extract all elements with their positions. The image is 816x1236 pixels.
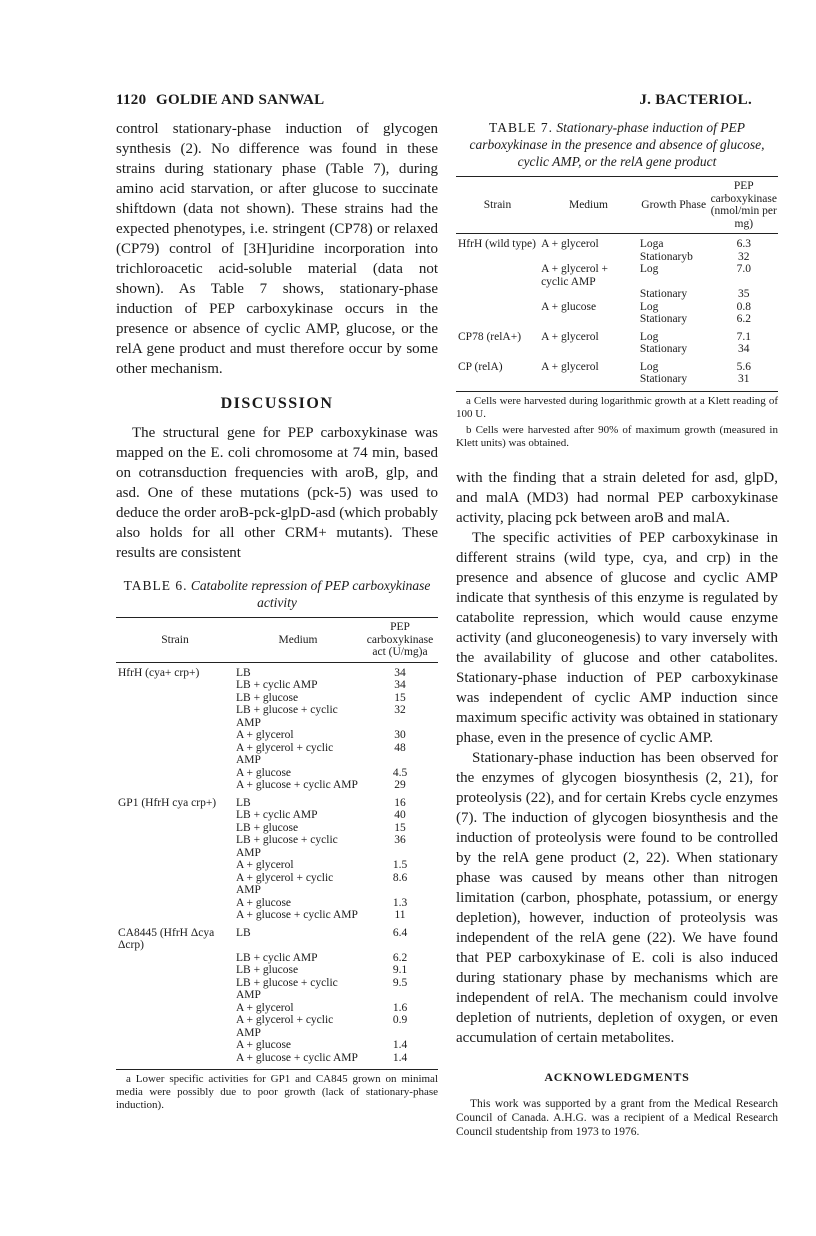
table-7-phase-cell: Log [639,263,659,275]
table-6-strain-cell [116,952,234,965]
table-7-value-cell: 7.0 [736,263,751,275]
table-6-caption [116,577,438,611]
left-column [116,119,438,1112]
discussion-paragraph-2: The specific activities of PEP carboxykinase in different strains (wild type, cya, and crp) in the presence and absence of glucose and cyclic AMP indicate that synthesis of this enzyme is regulated by catabolite repression, which would cause enzyme activity (and gluconeogenesis) to vary inversely with the availability of glucose and other catabolites. Stationary-phase induction of PEP carboxykinase was independent of cyclic AMP induction since maximum specific activity was obtained in stationary phase, even in the presence of cyclic AMP. [456,529,778,746]
table-6-medium-cell: A + glycerol [236,859,294,871]
table-7-value-cell: 0.8 [736,300,751,313]
page-number: 1120 [116,92,147,108]
table-7-value-cell: 5.6 [736,360,751,373]
table-6-medium-cell: A + glycerol + cyclic AMP [236,1014,334,1039]
table-7-value-cell: 32 [738,250,750,263]
table-7-medium-cell: A + glycerol [541,360,599,373]
table-6-value-cell: 36 [394,834,406,846]
table-6 [116,577,438,1112]
table-6-strain-cell [116,1039,234,1052]
table-row [116,729,438,742]
table-6-value-cell: 1.6 [392,1001,408,1014]
table-7-phase-cell: Log [639,330,659,343]
table-7-title: Stationary-phase induction of PEP carboxykinase in the presence and absence of glucose, cyclic AMP, or the relA gene product [469,120,765,169]
table-6-strain-cell [116,977,234,1002]
table-6-value-cell: 11 [394,909,406,921]
table-row [116,1002,438,1015]
table-7-phase-cell: Log [639,300,659,313]
table-6-strain-cell [116,1014,234,1039]
table-row [116,897,438,910]
table-6-value-cell: 40 [394,809,406,821]
table-row [456,251,778,264]
table-6-footnote: a Lower specific activities for GP1 and CA845 grown on minimal media were possibly due to poor growth (lack of stationary-phase induction). [116,1073,438,1111]
table-7-strain-cell [456,343,539,356]
table-row [456,301,778,314]
table-7-grid [456,176,778,392]
table-row [116,909,438,922]
table-6-medium-cell: A + glucose + cyclic AMP [234,1052,362,1070]
table-6-value-cell: 16 [394,796,406,809]
table-row [116,692,438,705]
table-6-value-cell: 15 [394,691,406,704]
results-paragraph-end: control stationary-phase induction of glycogen synthesis (2). No difference was found in these strains during stationary phase (Table 7), during amino acid starvation, or after glucose to succinate shiftdown (data not shown). These strains had the expected phenotypes, i.e. stringent (CP78) or relaxed (CP79) control of [3H]uridine incorporation into trichloroacetic acid-soluble material (data not shown). As Table 7 shows, stationary-phase induction of PEP carboxykinase occurs in the presence or absence of cyclic AMP, glucose, or the relA gene product and must therefore occur by some other mechanism. [116,121,438,377]
table-6-strain-cell [116,897,234,910]
table-7-medium-cell [539,373,638,391]
table-7-medium-cell: A + glycerol [541,330,599,343]
table-6-value-cell: 6.4 [392,926,408,939]
discussion-heading: DISCUSSION [220,395,334,412]
table-7-strain-cell [456,288,539,301]
table-row [456,263,778,288]
table-6-strain-cell [116,779,234,792]
table-6-medium-cell: A + glucose [236,896,292,909]
table-6-title: Catabolite repression of PEP carboxykinase activity [190,578,431,610]
table-7-strain-cell [456,263,539,288]
table-row [116,704,438,729]
table-7-header-phase: Growth Phase [638,177,710,234]
table-6-medium-cell: A + glycerol [236,1001,294,1014]
table-7-strain-cell [456,373,539,391]
discussion-paragraph-1: The structural gene for PEP carboxykinase was mapped on the E. coli chromosome at 74 min, based on cotransduction frequencies with aroB, glp, and asd. One of these mutations (pck-5) was used to deduce the order aroB-pck-glpD-asd (which probably also holds for all other CRM+ mutants). These results are consistent [116,425,438,561]
table-6-value-cell: 4.5 [392,766,408,779]
table-6-value-cell: 9.1 [392,964,408,976]
running-header [116,92,752,112]
table-7-caption [456,119,778,170]
table-7-strain-cell: CP (relA) [458,360,503,373]
table-row [116,779,438,792]
table-row [456,373,778,391]
table-6-strain-cell [116,909,234,922]
table-row [116,922,438,952]
table-7-footnote-a: a Cells were harvested during logarithmic growth at a Klett reading of 100 U. [456,394,778,420]
table-6-value-cell: 34 [394,666,406,679]
table-7-phase-cell: Stationary [639,313,688,325]
table-row [116,859,438,872]
table-7-medium-cell: A + glycerol [541,238,599,250]
table-7-strain-cell: CP78 (relA+) [458,330,522,343]
table-6-value-cell: 8.6 [392,871,408,884]
table-6-medium-cell: LB + cyclic AMP [236,809,318,821]
acknowledgments-text: This work was supported by a grant from the Medical Research Council of Canada. A.H.G. was a recipient of a Medical Research Council studentship from 1973 to 1976. [456,1097,778,1138]
table-7-value-cell: 6.2 [736,313,751,325]
table-row [456,234,778,251]
table-6-header-medium: Medium [234,618,362,663]
table-6-value-cell: 15 [394,821,406,834]
table-6-medium-cell: A + glucose [236,766,292,779]
table-row [116,1014,438,1039]
table-7-header-medium: Medium [539,177,638,234]
table-7-medium-cell: A + glycerol + cyclic AMP [541,263,609,288]
acknowledgments-heading: ACKNOWLEDGMENTS [544,1069,690,1084]
table-6-medium-cell: LB + glucose + cyclic AMP [236,976,338,1001]
table-6-value-cell: 32 [394,704,406,716]
table-6-value-cell: 29 [394,779,406,791]
table-row [456,356,778,374]
table-row [456,343,778,356]
table-7-strain-cell: HfrH (wild type) [458,238,536,250]
table-6-strain-cell [116,767,234,780]
table-row [116,822,438,835]
table-6-value-cell: 9.5 [392,976,408,989]
table-6-strain-cell [116,704,234,729]
table-6-strain-cell [116,809,234,822]
table-6-number: TABLE 6. [123,578,188,593]
running-authors: GOLDIE AND SANWAL [156,92,325,108]
table-6-medium-cell: LB [236,796,251,809]
table-row [116,809,438,822]
table-7-phase-cell: Loga [639,238,664,250]
table-6-strain-cell: CA8445 (HfrH Δcya Δcrp) [118,926,215,951]
table-6-value-cell: 1.3 [392,896,408,909]
table-row [116,662,438,679]
table-6-strain-cell [116,822,234,835]
table-6-medium-cell: LB + glucose [236,691,299,704]
table-row [116,964,438,977]
table-6-grid [116,617,438,1070]
discussion-paragraph-3: Stationary-phase induction has been observed for the enzymes of glycogen biosynthesis (2, 21), for proteolysis (22), and for certain Krebs cycle enzymes (7). The induction of glycogen biosynthesis and the induction of proteolysis were found to be controlled by the relA gene product (2, 22). When stationary phase was caused by means other than nitrogen limitation (carbon, phosphate, potassium, or energy depletion), however, induction of proteolysis was independent of the relA gene (22). We have found that PEP carboxykinase of E. coli is also induced during stationary phase by mechanisms which are independent of relA. The mechanism could involve depletion of nutrients, depletion of oxygen, or even accumulation of certain metabolites. [456,749,778,1046]
table-7-phase-cell: Stationary [639,343,688,355]
table-6-medium-cell: A + glycerol + cyclic AMP [236,741,334,766]
table-6-strain-cell [116,692,234,705]
table-6-value-cell: 6.2 [392,951,408,964]
table-6-medium-cell: LB [236,666,251,679]
table-6-medium-cell: LB + cyclic AMP [236,679,318,691]
table-7-number: TABLE 7. [489,120,553,135]
table-6-value-cell: 34 [394,679,406,691]
journal-name: J. BACTERIOL. [639,92,752,108]
table-6-medium-cell: LB + cyclic AMP [236,951,318,964]
table-6-strain-cell [116,742,234,767]
table-6-value-cell: 1.4 [362,1052,438,1070]
table-6-value-cell: 30 [394,729,406,741]
table-6-medium-cell: A + glycerol + cyclic AMP [236,871,334,896]
table-6-strain-cell [116,964,234,977]
table-6-value-cell: 1.5 [392,859,408,871]
table-row [116,767,438,780]
table-7-medium-cell [539,343,638,356]
table-row [116,872,438,897]
table-6-value-cell: 0.9 [392,1014,408,1026]
table-7-header-strain: Strain [456,177,539,234]
right-column [456,119,778,1139]
table-7-footnote-b: b Cells were harvested after 90% of maximum growth (measured in Klett units) was obtained. [456,423,778,449]
table-7 [456,119,778,450]
table-row [456,288,778,301]
table-7-medium-cell [539,288,638,301]
table-row [116,679,438,692]
table-7-strain-cell [456,313,539,326]
table-6-medium-cell: A + glucose + cyclic AMP [236,779,358,791]
table-row [456,313,778,326]
table-7-phase-cell: Stationary [639,288,688,300]
table-7-medium-cell [539,313,638,326]
table-7-medium-cell [539,251,638,264]
table-row [116,1039,438,1052]
table-6-header-strain: Strain [116,618,234,663]
table-6-strain-cell [116,834,234,859]
table-6-medium-cell: A + glucose + cyclic AMP [236,909,358,921]
table-7-medium-cell: A + glucose [541,300,597,313]
table-6-strain-cell [116,729,234,742]
table-6-strain-cell [116,1052,234,1070]
table-6-header-activity: PEP carboxykinase act (U/mg)a [362,618,438,663]
table-row [116,742,438,767]
table-row [116,1052,438,1070]
table-row [116,792,438,810]
table-7-phase-cell: Stationaryb [639,250,693,263]
table-6-medium-cell: LB + glucose [236,821,299,834]
table-7-value-cell: 35 [738,288,750,300]
table-6-medium-cell: LB [236,926,251,939]
table-row [456,326,778,344]
table-6-strain-cell [116,872,234,897]
table-6-strain-cell [116,679,234,692]
table-7-header-activity: PEP carboxykinase (nmol/min per mg) [710,177,778,234]
table-6-strain-cell [116,1002,234,1015]
table-6-value-cell: 48 [394,741,406,754]
table-7-value-cell: 31 [710,373,778,391]
table-6-strain-cell [116,859,234,872]
table-7-value-cell: 6.3 [736,238,751,250]
table-6-medium-cell: LB + glucose + cyclic AMP [236,704,338,729]
table-row [116,977,438,1002]
table-7-strain-cell [456,301,539,314]
table-6-medium-cell: A + glycerol [236,729,294,741]
table-7-value-cell: 34 [738,343,750,355]
table-7-phase-cell: Stationary [638,373,710,391]
table-6-medium-cell: LB + glucose + cyclic AMP [236,834,338,859]
table-7-phase-cell: Log [639,360,659,373]
table-6-strain-cell: GP1 (HfrH cya crp+) [118,796,217,809]
table-6-medium-cell: A + glucose [236,1039,292,1051]
table-row [116,952,438,965]
discussion-paragraph-1-cont: with the finding that a strain deleted for asd, glpD, and malA (MD3) had normal PEP carboxykinase activity, placing pck between aroB and malA. [456,469,778,526]
table-6-strain-cell: HfrH (cya+ crp+) [118,666,200,679]
table-row [116,834,438,859]
table-6-value-cell: 1.4 [392,1039,408,1051]
table-7-value-cell: 7.1 [736,330,751,343]
table-6-medium-cell: LB + glucose [236,964,299,976]
table-7-strain-cell [456,251,539,264]
